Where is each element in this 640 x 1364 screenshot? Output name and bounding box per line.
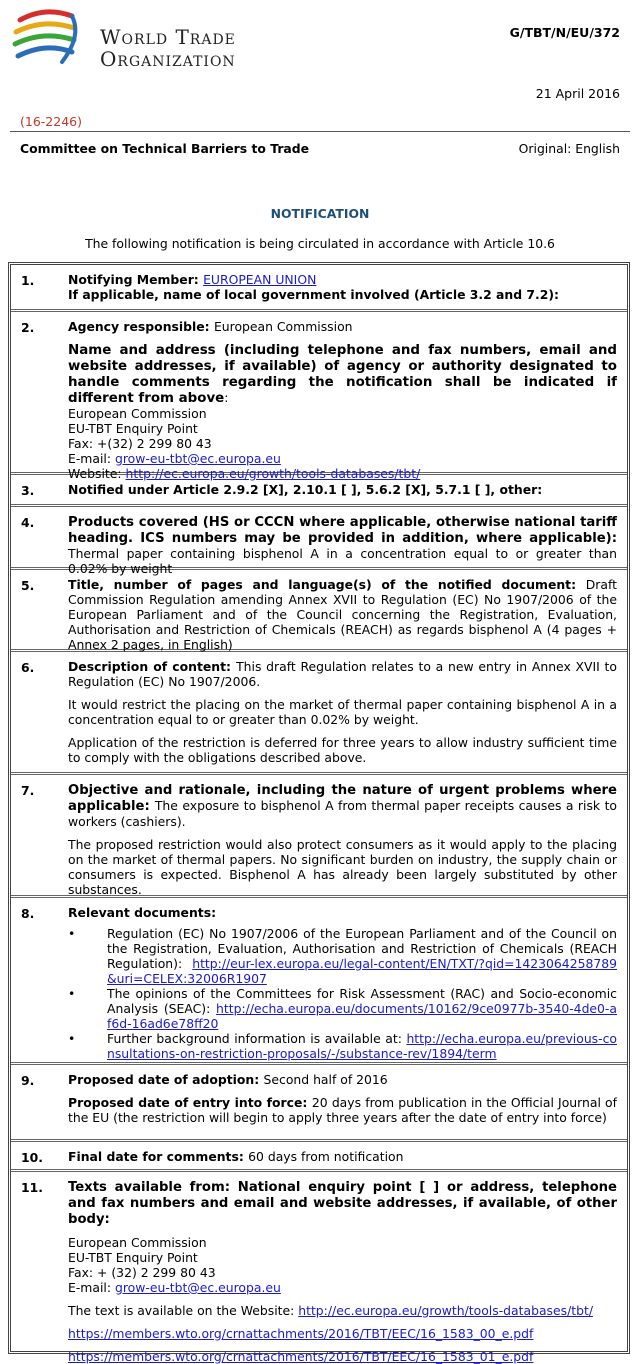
wto-logo-icon	[10, 8, 90, 70]
row-3: 3. Notified under Article 2.9.2 [X], 2.10.1 [ ], 5.6.2 [X], 5.7.1 [ ], other:	[11, 475, 627, 507]
reference-number: (16-2246)	[20, 114, 82, 129]
row-4: 4. Products covered (HS or CCCN where applicable, otherwise national tariff heading. ICS numbers may be provided in addition, where applicable): Thermal paper containing bisphenol A in a concentration equal to or greater than 0.02% by weight	[11, 507, 627, 570]
email-link[interactable]: grow-eu-tbt@ec.europa.eu	[114, 451, 281, 466]
list-item: • The opinions of the Committees for Risk Assessment (RAC) and Socio-economic Analysis (SEAC): http://echa.europa.eu/documents/10162/9ce0977b-3540-4de0-af6d-16ad6e78ff20	[68, 986, 617, 1031]
website-link-11[interactable]: http://ec.europa.eu/growth/tools-databases/tbt/	[298, 1303, 594, 1318]
website-link[interactable]: http://ec.europa.eu/growth/tools-databases/tbt/	[125, 466, 421, 481]
row-1: 1. Notifying Member: EUROPEAN UNION If applicable, name of local government involved (Article 3.2 and 7.2):	[11, 265, 627, 312]
row-6: 6. Description of content: This draft Regulation relates to a new entry in Annex XVII to Regulation (EC) No 1907/2006. It would restrict the placing on the market of thermal paper containing bisphenol A in a concentration equal to or greater than 0.02% by weight. Application of the restriction is deferred for three years to allow industry sufficient time to comply with the obligations described above.	[11, 652, 627, 775]
row-10: 10. Final date for comments: 60 days from notification	[11, 1142, 627, 1172]
list-item: • Regulation (EC) No 1907/2006 of the European Parliament and of the Council on the Registration, Evaluation, Authorisation and Restriction of Chemicals (REACH Regulation): http://eur-lex.europa.eu/legal-content/EN/TXT/?qid=1423064258789&uri=CELEX:32006R1907	[68, 926, 617, 986]
notification-table	[8, 262, 630, 1364]
row-7: 7. Objective and rationale, including the nature of urgent problems where applicable: The exposure to bisphenol A from thermal paper receipts causes a risk to workers (cashiers). The proposed restriction would also protect consumers as it would apply to the placing on the market of thermal papers. No significant burden on industry, the supply chain or consumers is expected. Bisphenol A has already been largely substituted by other substances.	[11, 775, 627, 898]
committee-name: Committee on Technical Barriers to Trade	[20, 141, 310, 156]
member-link[interactable]: EUROPEAN UNION	[203, 272, 317, 287]
list-item: • Further background information is available at: http://echa.europa.eu/previous-consultations-on-restriction-proposals/-/substance-rev/1894/term	[68, 1031, 617, 1061]
row-9: 9. Proposed date of adoption: Second half of 2016 Proposed date of entry into force: 20 days from publication in the Official Journal of the EU (the restriction will begin to apply three years after the date of entry into force)	[11, 1065, 627, 1142]
row-2: 2. Agency responsible: European Commission Name and address (including telephone and fax numbers, email and website addresses, if available) of agency or authority designated to handle comments regarding the notification shall be indicated if different from above: European Commission EU-TBT Enquiry Point Fax: +(32) 2 299 80 43 E-mail: grow-eu-tbt@ec.europa.eu Website: http://ec.europa.eu/growth/tools-databases/tbt/	[11, 312, 627, 475]
row-5: 5. Title, number of pages and language(s) of the notified document: Draft Commission Regulation amending Annex XVII to Regulation (EC) No 1907/2006 of the European Parliament and of the Council concerning the Registration, Evaluation, Authorisation and Restriction of Chemicals (REACH) as regards bisphenol A (4 pages + Annex 2 pages, in English)	[11, 570, 627, 652]
document-date: 21 April 2016	[535, 86, 620, 101]
email-link-11[interactable]: grow-eu-tbt@ec.europa.eu	[114, 1280, 281, 1295]
attachment-link-2[interactable]: https://members.wto.org/crnattachments/2016/TBT/EEC/16_1583_01_e.pdf	[68, 1349, 534, 1364]
row-11: 11. Texts available from: National enquiry point [ ] or address, telephone and fax numbers and email and website addresses, if available, of other body: European Commission EU-TBT Enquiry Point Fax: + (32) 2 299 80 43 E-mail: grow-eu-tbt@ec.europa.eu The text is available on the Website: http://ec.europa.eu/growth/tools-databases/tbt/ https://members.wto.org/crnattachments/2016/TBT/EEC/16_1583_00_e.pdf https://members.wto.org/crnattachments/2016/TBT/EEC/16_1583_01_e.pdf	[21, 1180, 617, 1364]
document-symbol: G/TBT/N/EU/372	[509, 25, 620, 40]
attachment-link-1[interactable]: https://members.wto.org/crnattachments/2016/TBT/EEC/16_1583_00_e.pdf	[68, 1326, 534, 1341]
document-header	[0, 0, 640, 156]
background-info-link[interactable]: http://echa.europa.eu/previous-consultations-on-restriction-proposals/-/substance-rev/1894/term	[107, 1031, 617, 1061]
reach-regulation-link[interactable]: http://eur-lex.europa.eu/legal-content/EN/TXT/?qid=1423064258789&uri=CELEX:32006R1907	[107, 956, 617, 986]
notification-title: NOTIFICATION	[270, 206, 370, 221]
relevant-documents-list	[68, 926, 617, 1061]
header-divider	[10, 131, 630, 132]
organization-name: World Trade Organization	[100, 25, 236, 71]
intro-text: The following notification is being circulated in accordance with Article 10.6	[85, 236, 555, 251]
echa-opinions-link[interactable]: http://echa.europa.eu/documents/10162/9ce0977b-3540-4de0-af6d-16ad6e78ff20	[107, 1001, 617, 1031]
original-language: Original: English	[518, 141, 620, 156]
row-8: 8. Relevant documents: • Regulation (EC) No 1907/2006 of the European Parliament and of the Council on the Registration, Evaluation, Authorisation and Restriction of Chemicals (REACH Regulation): http://eur-lex.europa.eu/legal-content/EN/TXT/?qid=1423064258789&uri=CELEX:32006R1907 • The opinions of the Committees for Risk Assessment (RAC) and Socio-economic Analysis (SEAC): http://echa.europa.eu/documents/10162/9ce0977b-3540-4de0-af6d-16ad6e78ff20 • Further background information is available at: http://echa.europa.eu/previous-consultations-on-restriction-proposals/-/substance-rev/1894/term	[11, 898, 627, 1065]
